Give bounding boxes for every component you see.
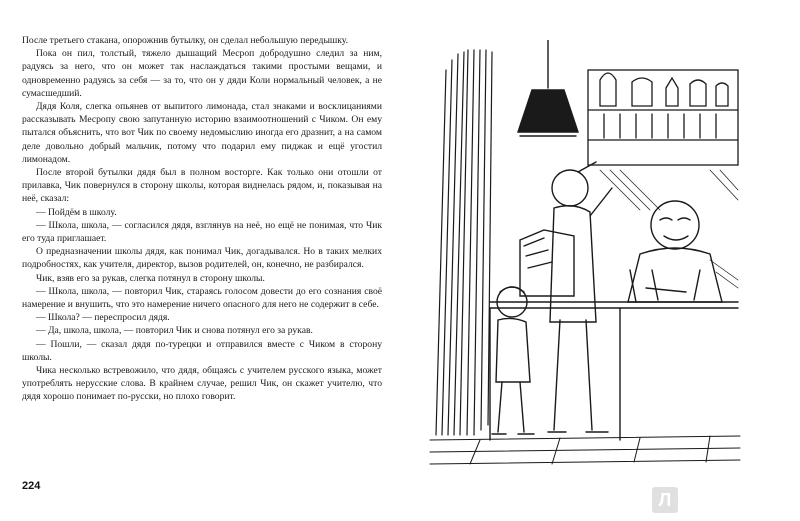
page-text-column xyxy=(22,34,382,404)
paragraph: Дядя Коля, слегка опьянев от выпитого лимонада, стал знаками и восклицаниями рассказывать Месропу свою запутанную историю взаимоотношений с Чиком. Он ему пытался объяснить, что вот Чик по своему недомыслию иногда его дразнит, а на самом деле довольно добрый мальчик, потому что подарил ему пиджак и ещё угостил лимонадом. xyxy=(22,101,382,165)
paragraph: После третьего стакана, опорожнив бутылку, он сделал небольшую передышку. xyxy=(22,35,349,46)
paragraph: Чика несколько встревожило, что дядя, общаясь с учителем русского языка, может употреблять нерусские слова. В крайнем случае, решил Чик, он скажет учителю, что дядя хорошо понимает по-русски, но плохо говорит. xyxy=(22,365,382,403)
paragraph: — Пойдём в школу. xyxy=(36,206,117,218)
paragraph: — Школа, школа, — согласился дядя, взглянув на неё, но ещё не понимая, что Чик его туда приглашает. xyxy=(22,219,382,245)
paragraph: О предназначении школы дядя, как понимал Чик, догадывался. Но в таких мелких подробностях, как учителя, директор, вызов родителей, он, конечно, не разбирался. xyxy=(22,246,382,271)
paragraph: Чик, взяв его за рукав, слегка потянул в сторону школы. xyxy=(36,272,265,284)
paragraph: После второй бутылки дядя был в полном восторге. Как только они отошли от прилавка, Чик повернулся в сторону школы, которая виднелась рядом, и, показывая на неё, сказал: xyxy=(22,167,382,205)
paragraph: — Школа? — переспросил дядя. xyxy=(36,312,170,324)
boy-figure xyxy=(492,287,534,434)
paragraph: Пока он пил, толстый, тяжело дышащий Месроп добродушно следил за ним, радуясь за него, что он может так наслаждаться такими простыми вещами, и одновременно радуясь за себя — за то, что он у дяди Коли нормальный человек, а не сумасшедший. xyxy=(22,48,382,99)
curtain-hatching xyxy=(436,50,492,435)
shopkeeper-figure xyxy=(628,201,722,302)
background-hatching xyxy=(600,170,738,288)
tall-man-figure xyxy=(548,162,612,432)
paragraph: — Да, школа, школа, — повторил Чик и снова потянул его за рукав. xyxy=(36,325,313,337)
page-number: 224 xyxy=(22,480,41,492)
paragraph: — Школа, школа, — повторил Чик, стараясь голосом довести до его сознания своё намерение и внушить, что это намерение ничего опасного для него не содержит в себе. xyxy=(22,285,382,311)
hanging-lamp xyxy=(518,40,578,136)
shelves xyxy=(588,70,738,165)
shop-illustration xyxy=(420,40,750,470)
publisher-logo: Л xyxy=(652,487,678,513)
paragraph: — Пошли, — сказал дядя по-турецки и отправился вместе с Чиком в сторону школы. xyxy=(22,338,382,363)
floor-boards xyxy=(430,436,740,464)
